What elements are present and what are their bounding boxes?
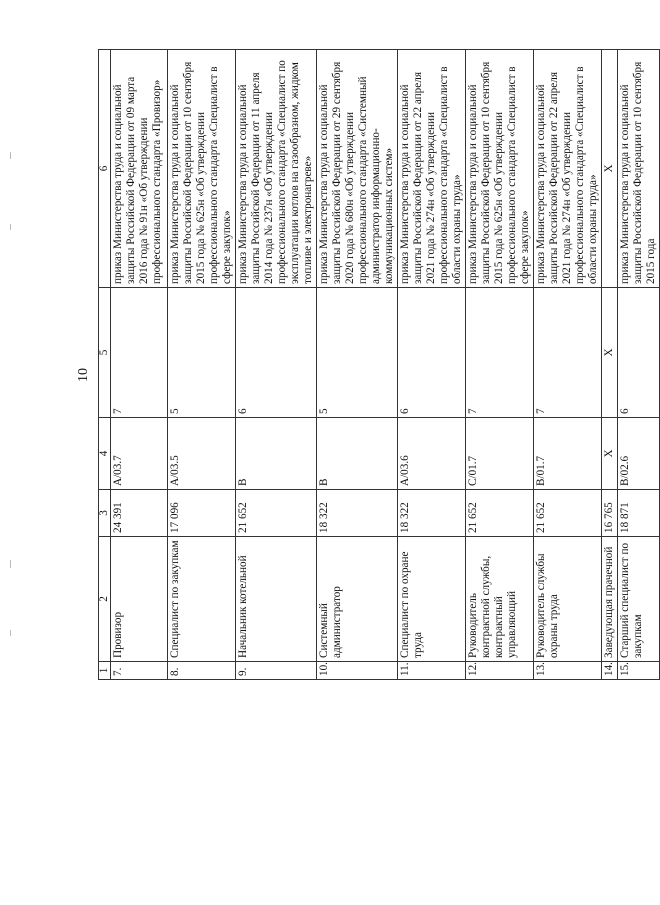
header-cell: 5 (99, 288, 111, 418)
level-cell: 7 (111, 288, 168, 418)
table-row (236, 50, 317, 680)
row-number: 13. (534, 662, 602, 680)
standard-cell: приказ Министерства труда и социальной защиты Российской Федерации от 29 сентября 2020 года № 680н «Об утверждении профессионального стандарта «Системный администратор информационно-коммуникационных систем» (317, 50, 398, 288)
position-cell: Начальник котельной (236, 537, 317, 662)
row-number: 11. (398, 662, 466, 680)
table-row (602, 50, 618, 680)
position-cell: Руководитель контрактной службы, контрактный управляющий (466, 537, 534, 662)
salary-cell: 18 322 (398, 490, 466, 537)
scan-mark (10, 560, 11, 568)
standard-cell: приказ Министерства труда и социальной защиты Российской Федерации от 22 апреля 2021 года № 274н «Об утверждении профессионального стандарта «Специалист в области охраны труда» (398, 50, 466, 288)
staff-table (98, 50, 657, 680)
code-cell: A/03.6 (398, 418, 466, 490)
salary-cell: 21 652 (534, 490, 602, 537)
code-cell: A/03.5 (168, 418, 236, 490)
level-cell: 6 (236, 288, 317, 418)
header-cell: 4 (99, 418, 111, 490)
table-row (618, 50, 660, 680)
scan-mark (10, 224, 11, 230)
code-cell: X (602, 418, 618, 490)
code-cell: B/02.6 (618, 418, 660, 490)
level-cell: 5 (168, 288, 236, 418)
position-cell: Старший специалист по закупкам (618, 537, 660, 662)
level-cell: 6 (398, 288, 466, 418)
table-row (317, 50, 398, 680)
row-number: 12. (466, 662, 534, 680)
salary-cell: 18 322 (317, 490, 398, 537)
position-cell: Специалист по охране труда (398, 537, 466, 662)
salary-cell: 16 765 (602, 490, 618, 537)
code-cell: B (317, 418, 398, 490)
position-cell: Провизор (111, 537, 168, 662)
table-row (168, 50, 236, 680)
standard-cell: приказ Министерства труда и социальной защиты Российской Федерации от 10 сентября 2015 года (618, 50, 660, 288)
salary-cell: 21 652 (236, 490, 317, 537)
standard-cell: приказ Министерства труда и социальной защиты Российской Федерации от 22 апреля 2021 года № 274н «Об утверждении профессионального стандарта «Специалист в области охраны труда» (534, 50, 602, 288)
standard-cell: приказ Министерства труда и социальной защиты Российской Федерации от 10 сентября 2015 года № 625н «Об утверждении профессионального стандарта «Специалист в сфере закупок» (168, 50, 236, 288)
level-cell: X (602, 288, 618, 418)
table-row (398, 50, 466, 680)
header-row (99, 50, 111, 680)
level-cell: 7 (534, 288, 602, 418)
staff-table-grid (98, 49, 660, 680)
row-number: 15. (618, 662, 660, 680)
code-cell: B (236, 418, 317, 490)
row-number: 9. (236, 662, 317, 680)
position-cell: Системный администратор (317, 537, 398, 662)
row-number: 7. (111, 662, 168, 680)
header-cell: 6 (99, 50, 111, 288)
header-cell: 3 (99, 490, 111, 537)
position-cell: Заведующая прачечной (602, 537, 618, 662)
level-cell: 5 (317, 288, 398, 418)
header-cell: 2 (99, 537, 111, 662)
code-cell: B/01.7 (534, 418, 602, 490)
row-number: 8. (168, 662, 236, 680)
position-cell: Руководитель службы охраны труда (534, 537, 602, 662)
level-cell: 7 (466, 288, 534, 418)
salary-cell: 17 096 (168, 490, 236, 537)
header-cell: 1 (99, 662, 111, 680)
scan-mark (10, 152, 11, 159)
table-row (534, 50, 602, 680)
level-cell: 6 (618, 288, 660, 418)
table-row (466, 50, 534, 680)
salary-cell: 24 391 (111, 490, 168, 537)
standard-cell: приказ Министерства труда и социальной защиты Российской Федерации от 09 марта 2016 года № 91н «Об утверждении профессионального стандарта «Провизор» (111, 50, 168, 288)
standard-cell: приказ Министерства труда и социальной защиты Российской Федерации от 11 апреля 2014 года № 237н «Об утверждении профессионального стандарта «Специалист по эксплуатации котлов на газообразном, жидком топливе и электронагреве» (236, 50, 317, 288)
table-row (111, 50, 168, 680)
position-cell: Специалист по закупкам (168, 537, 236, 662)
row-number: 14. (602, 662, 618, 680)
salary-cell: 18 871 (618, 490, 660, 537)
salary-cell: 21 652 (466, 490, 534, 537)
standard-cell: приказ Министерства труда и социальной защиты Российской Федерации от 10 сентября 2015 года № 625н «Об утверждении профессионального стандарта «Специалист в сфере закупок» (466, 50, 534, 288)
page-number: 10 (76, 368, 91, 382)
standard-cell: X (602, 50, 618, 288)
code-cell: C/01.7 (466, 418, 534, 490)
scan-mark (10, 630, 11, 636)
code-cell: A/03.7 (111, 418, 168, 490)
row-number: 10. (317, 662, 398, 680)
